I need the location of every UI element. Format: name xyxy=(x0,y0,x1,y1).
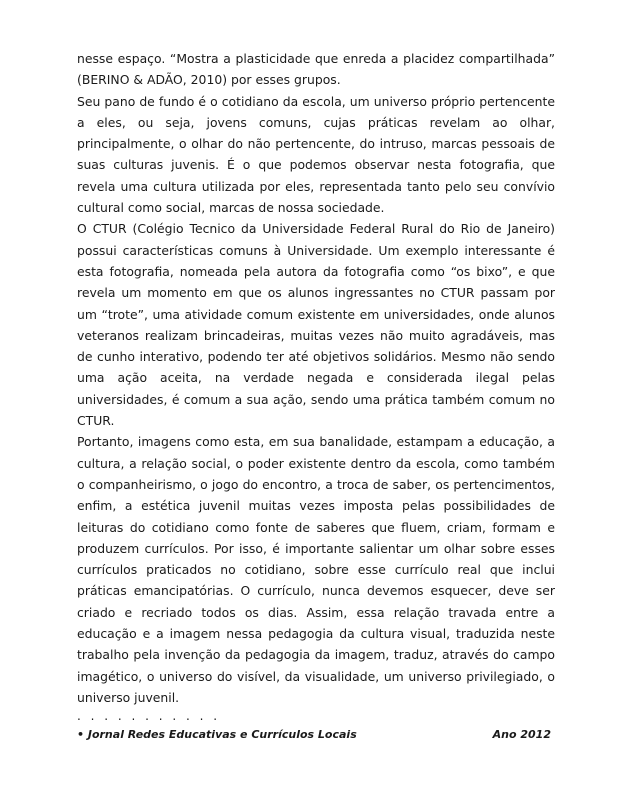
dotted-separator: . . . . . . . . . . . xyxy=(77,709,221,724)
footer-year: Ano 2012 xyxy=(492,728,551,742)
paragraph-3: O CTUR (Colégio Tecnico da Universidade Federal Rural do Rio de Janeiro) possui características comuns à Universidade. Um exemplo interessante é esta fotografia, nomeada pela autora da fotografia como “os bixo”, e que revela um momento em que os alunos ingressantes no CTUR passam por um “trote”, uma atividade comum existente em universidades, onde alunos veteranos realizam brincadeiras, muitas vezes não muito agradáveis, mas de cunho interativo, podendo ter até objetivos solidários. Mesmo não sendo uma ação aceita, na verdade negada e considerada ilegal pelas universidades, é comum a sua ação, sendo uma prática também comum no CTUR. xyxy=(77,221,555,429)
body-text xyxy=(77,48,555,708)
paragraph-1: nesse espaço. “Mostra a plasticidade que enreda a placidez compartilhada” (BERINO & ADÃO, 2010) por esses grupos. xyxy=(77,51,555,88)
journal-name: • Jornal Redes Educativas e Currículos Locais xyxy=(77,728,357,742)
paragraph-2: Seu pano de fundo é o cotidiano da escola, um universo próprio pertencente a eles, ou seja, jovens comuns, cujas práticas revelam ao olhar, principalmente, o olhar do não pertencente, do intruso, marcas pessoais de suas culturas juvenis. É o que podemos observar nesta fotografia, que revela uma cultura utilizada por eles, representada tanto pelo seu convívio cultural como social, marcas de nossa sociedade. xyxy=(77,93,555,216)
page-footer xyxy=(77,727,555,743)
document-page xyxy=(77,48,555,743)
paragraph-4: Portanto, imagens como esta, em sua banalidade, estampam a educação, a cultura, a relação social, o poder existente dentro da escola, como também o companheirismo, o jogo do encontro, a troca de saber, os pertencimentos, enfim, a estética juvenil muitas vezes imposta pelas possibilidades de leituras do cotidiano como fonte de saberes que fluem, criam, formam e produzem currículos. Por isso, é importante salientar um olhar sobre esses currículos praticados no cotidiano, sobre esse currículo real que inclui práticas emancipatórias. O currículo, nunca devemos esquecer, deve ser criado e recriado todos os dias. Assim, essa relação travada entre a educação e a imagem nessa pedagogia da cultura visual, traduzida neste trabalho pela invenção da pedagogia da imagem, traduz, através do campo imagético, o universo do visível, da visualidade, um universo privilegiado, o universo juvenil. xyxy=(77,434,555,705)
